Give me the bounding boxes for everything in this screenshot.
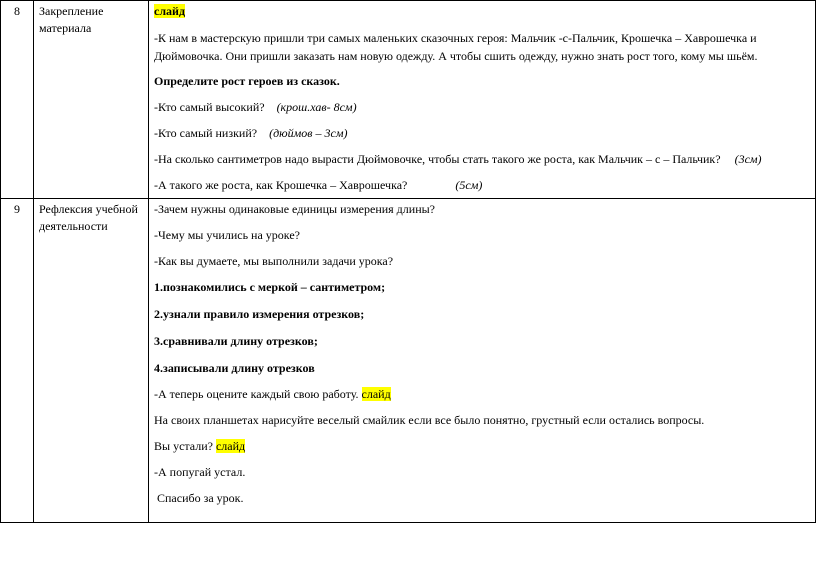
content-cell	[149, 199, 816, 523]
table-row	[1, 199, 816, 523]
question-text: -А такого же роста, как Крошечка – Хаврошечка?	[154, 178, 408, 192]
stage-name: Рефлексия учебной деятельности	[39, 202, 138, 233]
answer-text: (крош.хав- 8см)	[276, 100, 357, 114]
step-number: 9	[14, 202, 20, 216]
text-line	[154, 437, 811, 455]
question-line	[154, 150, 811, 168]
bold-line: 2.узнали правило измерения отрезков;	[154, 307, 365, 321]
task-text: Определите рост героев из сказок.	[154, 74, 340, 88]
stage-cell	[34, 199, 149, 523]
slide-highlight: слайд	[361, 387, 391, 401]
question-line	[154, 176, 811, 194]
text-line: -Чему мы учились на уроке?	[154, 228, 300, 242]
table-row	[1, 1, 816, 199]
content-cell	[149, 1, 816, 199]
text-line: Спасибо за урок.	[154, 491, 244, 505]
question-text: -На сколько сантиметров надо вырасти Дюймовочке, чтобы стать такого же роста, как Мальчик – с – Пальчик?	[154, 152, 721, 166]
text-line: -Как вы думаете, мы выполнили задачи урока?	[154, 254, 394, 268]
text-line: Вы устали?	[154, 439, 213, 453]
step-number-cell	[1, 199, 34, 523]
text-line: -А попугай устал.	[154, 465, 246, 479]
answer-text: (дюймов – 3см)	[269, 126, 348, 140]
bold-line: 3.сравнивали длину отрезков;	[154, 334, 318, 348]
text-line	[154, 385, 811, 403]
stage-name: Закрепление материала	[39, 4, 104, 35]
step-number-cell	[1, 1, 34, 199]
question-text: -Кто самый высокий?	[154, 100, 265, 114]
step-number: 8	[14, 4, 20, 18]
bold-line: 1.познакомились с меркой – сантиметром;	[154, 280, 386, 294]
question-line	[154, 98, 811, 116]
stage-cell	[34, 1, 149, 199]
answer-text: (5см)	[455, 178, 483, 192]
question-line	[154, 124, 811, 142]
slide-highlight: слайд	[154, 4, 186, 18]
text-line: -А теперь оцените каждый свою работу.	[154, 387, 359, 401]
text-line: -Зачем нужны одинаковые единицы измерения длины?	[154, 202, 436, 216]
bold-line: 4.записывали длину отрезков	[154, 361, 315, 375]
slide-highlight: слайд	[215, 439, 246, 453]
text-line: На своих планшетах нарисуйте веселый смайлик если все было понятно, грустный если остались вопросы.	[154, 413, 705, 427]
intro-text: -К нам в мастерскую пришли три самых маленьких сказочных героя: Мальчик -с-Пальчик, Крошечка – Хаврошечка и Дюймовочка. Они пришли заказать нам новую одежду. А чтобы сшить одежду, нужно знать рост того, кому мы шьём.	[154, 31, 758, 63]
question-text: -Кто самый низкий?	[154, 126, 258, 140]
answer-text: (3см)	[734, 152, 762, 166]
